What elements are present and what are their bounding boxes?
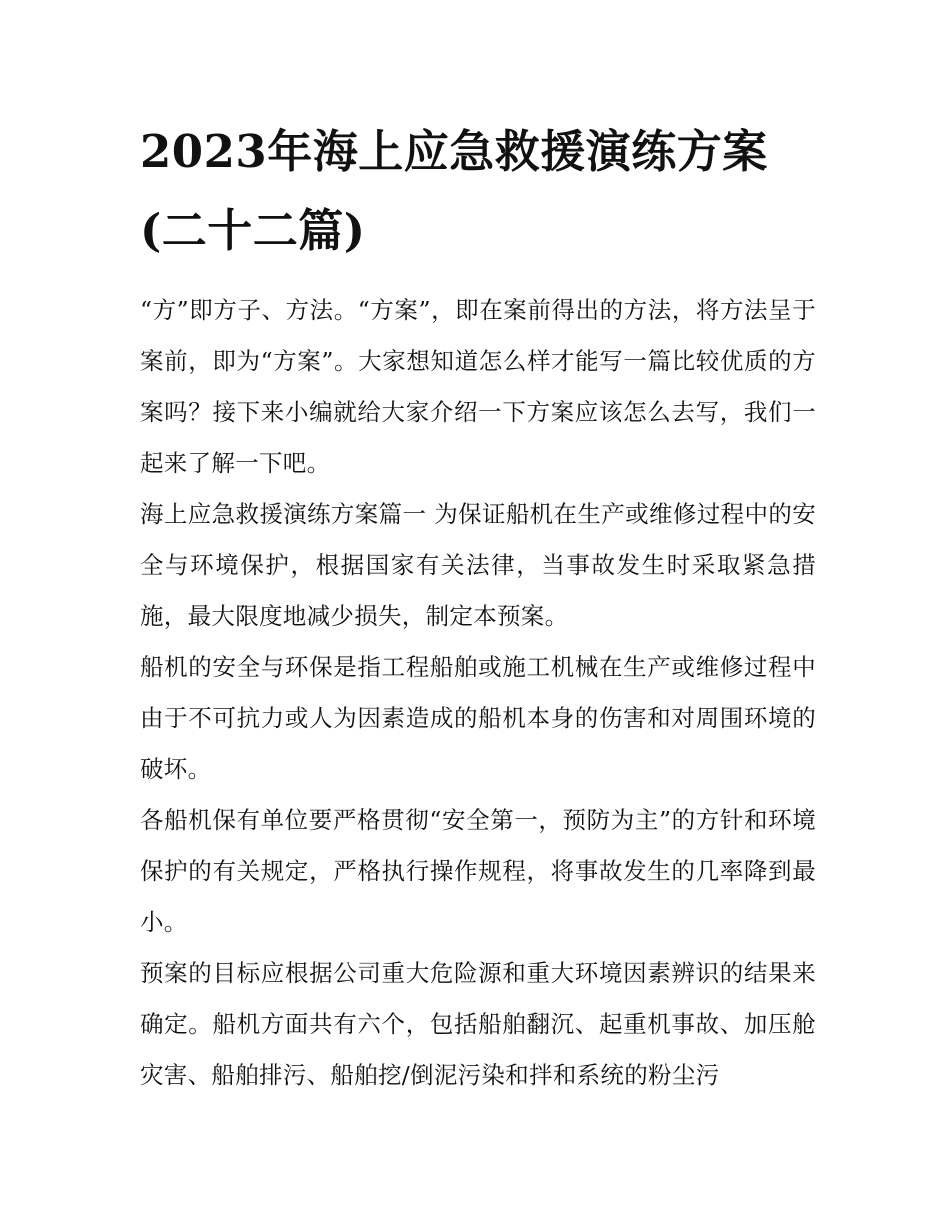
document-page bbox=[140, 112, 816, 1101]
paragraph-objectives: 预案的目标应根据公司重大危险源和重大环境因素辨识的结果来确定。船机方面共有六个，包括船舶翻沉、起重机事故、加压舱灾害、船舶排污、船舶挖/倒泥污染和拌和系统的粉尘污 bbox=[140, 959, 816, 1089]
document-body bbox=[140, 285, 816, 1101]
paragraph-definition: 船机的安全与环保是指工程船舶或施工机械在生产或维修过程中由于不可抗力或人为因素造成的船机本身的伤害和对周围环境的破坏。 bbox=[140, 653, 816, 783]
paragraph-policy: 各船机保有单位要严格贯彻“安全第一，预防为主”的方针和环境保护的有关规定，严格执行操作规程，将事故发生的几率降到最小。 bbox=[140, 806, 816, 936]
document-title: 2023年海上应急救援演练方案(二十二篇) bbox=[140, 125, 768, 257]
paragraph-intro: “方”即方子、方法。“方案”，即在案前得出的方法，将方法呈于案前，即为“方案”。大家想知道怎么样才能写一篇比较优质的方案吗？接下来小编就给大家介绍一下方案应该怎么去写，我们一起来了解一下吧。 bbox=[140, 296, 816, 477]
paragraph-section-one: 海上应急救援演练方案篇一 为保证船机在生产或维修过程中的安全与环境保护，根据国家有关法律，当事故发生时采取紧急措施，最大限度地减少损失，制定本预案。 bbox=[140, 500, 816, 630]
